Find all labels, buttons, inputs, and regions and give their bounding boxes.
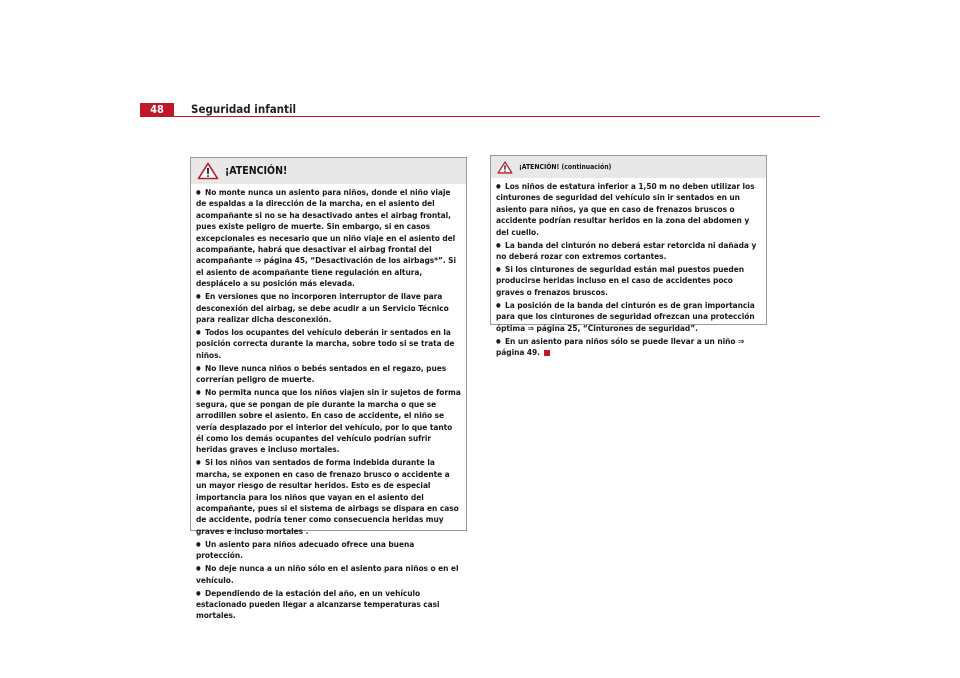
list-item-text: Si los niños van sentados de forma indebida durante la marcha, se exponen en caso de frenazo brusco o accidente a un mayor riesgo de resultar heridos. Esto es de especial importancia para los niños que vayan en el asiento del acompañante, pues si el sistema de airbags se dispara en caso de accidente, podría tener como consecuencia heridas muy graves e incluso mortales .: [196, 457, 459, 536]
list-item-text: Los niños de estatura inferior a 1,50 m no deben utilizar los cinturones de seguridad del vehículo sin ir sentados en un asiento para niños, ya que en caso de frenazos bruscos o accidente podrían resultar heridos en la zona del abdomen y del cuello.: [496, 181, 755, 237]
bullet-icon: ●: [196, 189, 201, 196]
header-divider: [140, 116, 820, 117]
bullet-icon: ●: [196, 329, 201, 337]
list-item-text: La posición de la banda del cinturón es de gran importancia para que los cinturones de seguridad ofrezcan una protección óptima ⇒ página 25, “Cinturones de seguridad”.: [496, 299, 755, 333]
bullet-icon: ●: [196, 565, 201, 573]
warning-triangle-icon: [497, 161, 513, 174]
bullet-icon: ●: [496, 301, 501, 309]
warning-triangle-icon: [197, 162, 219, 180]
warning-continued-title: ¡ATENCIÓN! (continuación): [519, 163, 612, 171]
list-item: [496, 181, 761, 238]
list-item-text: No monte nunca un asiento para niños, donde el niño viaje de espaldas a la dirección de la marcha, en el asiento del acompañante si no se ha desactivado antes el airbag frontal, pues existe peligro de muerte. Sin embargo, si en casos excepcionales es necesario que un niño viaje en el asiento del acompañante, habrá que desactivar el airbag frontal del acompañante ⇒ página 45, “Desactivación de los airbags*”. Si el asiento de acompañante tiene regulación en altura, desplácelo a su posición más elevada.: [196, 187, 457, 289]
list-item-text: No deje nunca a un niño sólo en el asiento para niños o en el vehículo.: [196, 563, 459, 585]
list-item-text: No permita nunca que los niños viajen sin ir sujetos de forma segura, que se pongan de pie durante la marcha o que se arrodillen sobre el asiento. En caso de accidente, el niño se vería desplazado por el interior del vehículo, por lo que tanto él como los demás ocupantes del vehículo podrían sufrir heridas graves e incluso mortales.: [196, 387, 461, 455]
list-item: [496, 264, 761, 298]
list-item: [196, 387, 461, 455]
warning-list: [191, 184, 466, 629]
list-item-text: En versiones que no incorporen interruptor de llave para desconexión del airbag, se debe acudir a un Servicio Técnico para realizar dicha desconexión.: [196, 291, 449, 325]
warning-box-header: [191, 158, 466, 184]
list-item-text: En un asiento para niños sólo se puede llevar a un niño ⇒ página 49.: [496, 335, 745, 358]
warning-box: [190, 157, 467, 621]
warning-continued-header: [491, 156, 766, 178]
page-number: 48: [140, 103, 174, 117]
bullet-icon: ●: [196, 540, 201, 548]
bullet-icon: ●: [496, 241, 501, 249]
list-item: [196, 187, 461, 290]
warning-title: ¡ATENCIÓN!: [225, 165, 288, 177]
bullet-icon: ●: [496, 337, 501, 345]
list-item-text: Si los cinturones de seguridad están mal puestos pueden producirse heridas incluso en el caso de accidentes poco graves o frenazos bruscos.: [496, 264, 744, 297]
bullet-icon: ●: [496, 266, 501, 274]
bullet-icon: ●: [196, 589, 201, 597]
end-square-icon: [544, 350, 550, 356]
list-item: [196, 588, 461, 622]
list-item: [196, 363, 461, 386]
bullet-icon: ●: [196, 389, 201, 397]
bullet-icon: ●: [496, 183, 501, 190]
list-item-text: Un asiento para niños adecuado ofrece una buena protección.: [196, 538, 415, 561]
list-item: [496, 336, 761, 359]
list-item-text: Todos los ocupantes del vehículo deberán ir sentados en la posición correcta durante la marcha, sobre todo si se trata de niños.: [196, 327, 455, 360]
list-item-text: Dependiendo de la estación del año, en un vehículo estacionado pueden llegar a alcanzarse temperaturas casi mortales.: [196, 587, 440, 621]
bullet-icon: ●: [196, 293, 201, 301]
list-item: [496, 300, 761, 334]
warning-continued-box: [490, 155, 767, 358]
list-item: [196, 563, 461, 586]
bullet-icon: ●: [196, 459, 201, 467]
list-item-text: La banda del cinturón no deberá estar retorcida ni dañada y no deberá rozar con extremos cortantes.: [496, 239, 757, 262]
bullet-icon: ●: [196, 364, 201, 372]
list-item: [196, 291, 461, 325]
list-item-text: No lleve nunca niños o bebés sentados en el regazo, pues correrían peligro de muerte.: [196, 362, 447, 385]
warning-continued-list: [491, 178, 766, 366]
list-item: [496, 240, 761, 263]
list-item: [196, 457, 461, 537]
list-item: [196, 327, 461, 361]
section-title: Seguridad infantil: [191, 102, 297, 116]
list-item: [196, 539, 461, 562]
